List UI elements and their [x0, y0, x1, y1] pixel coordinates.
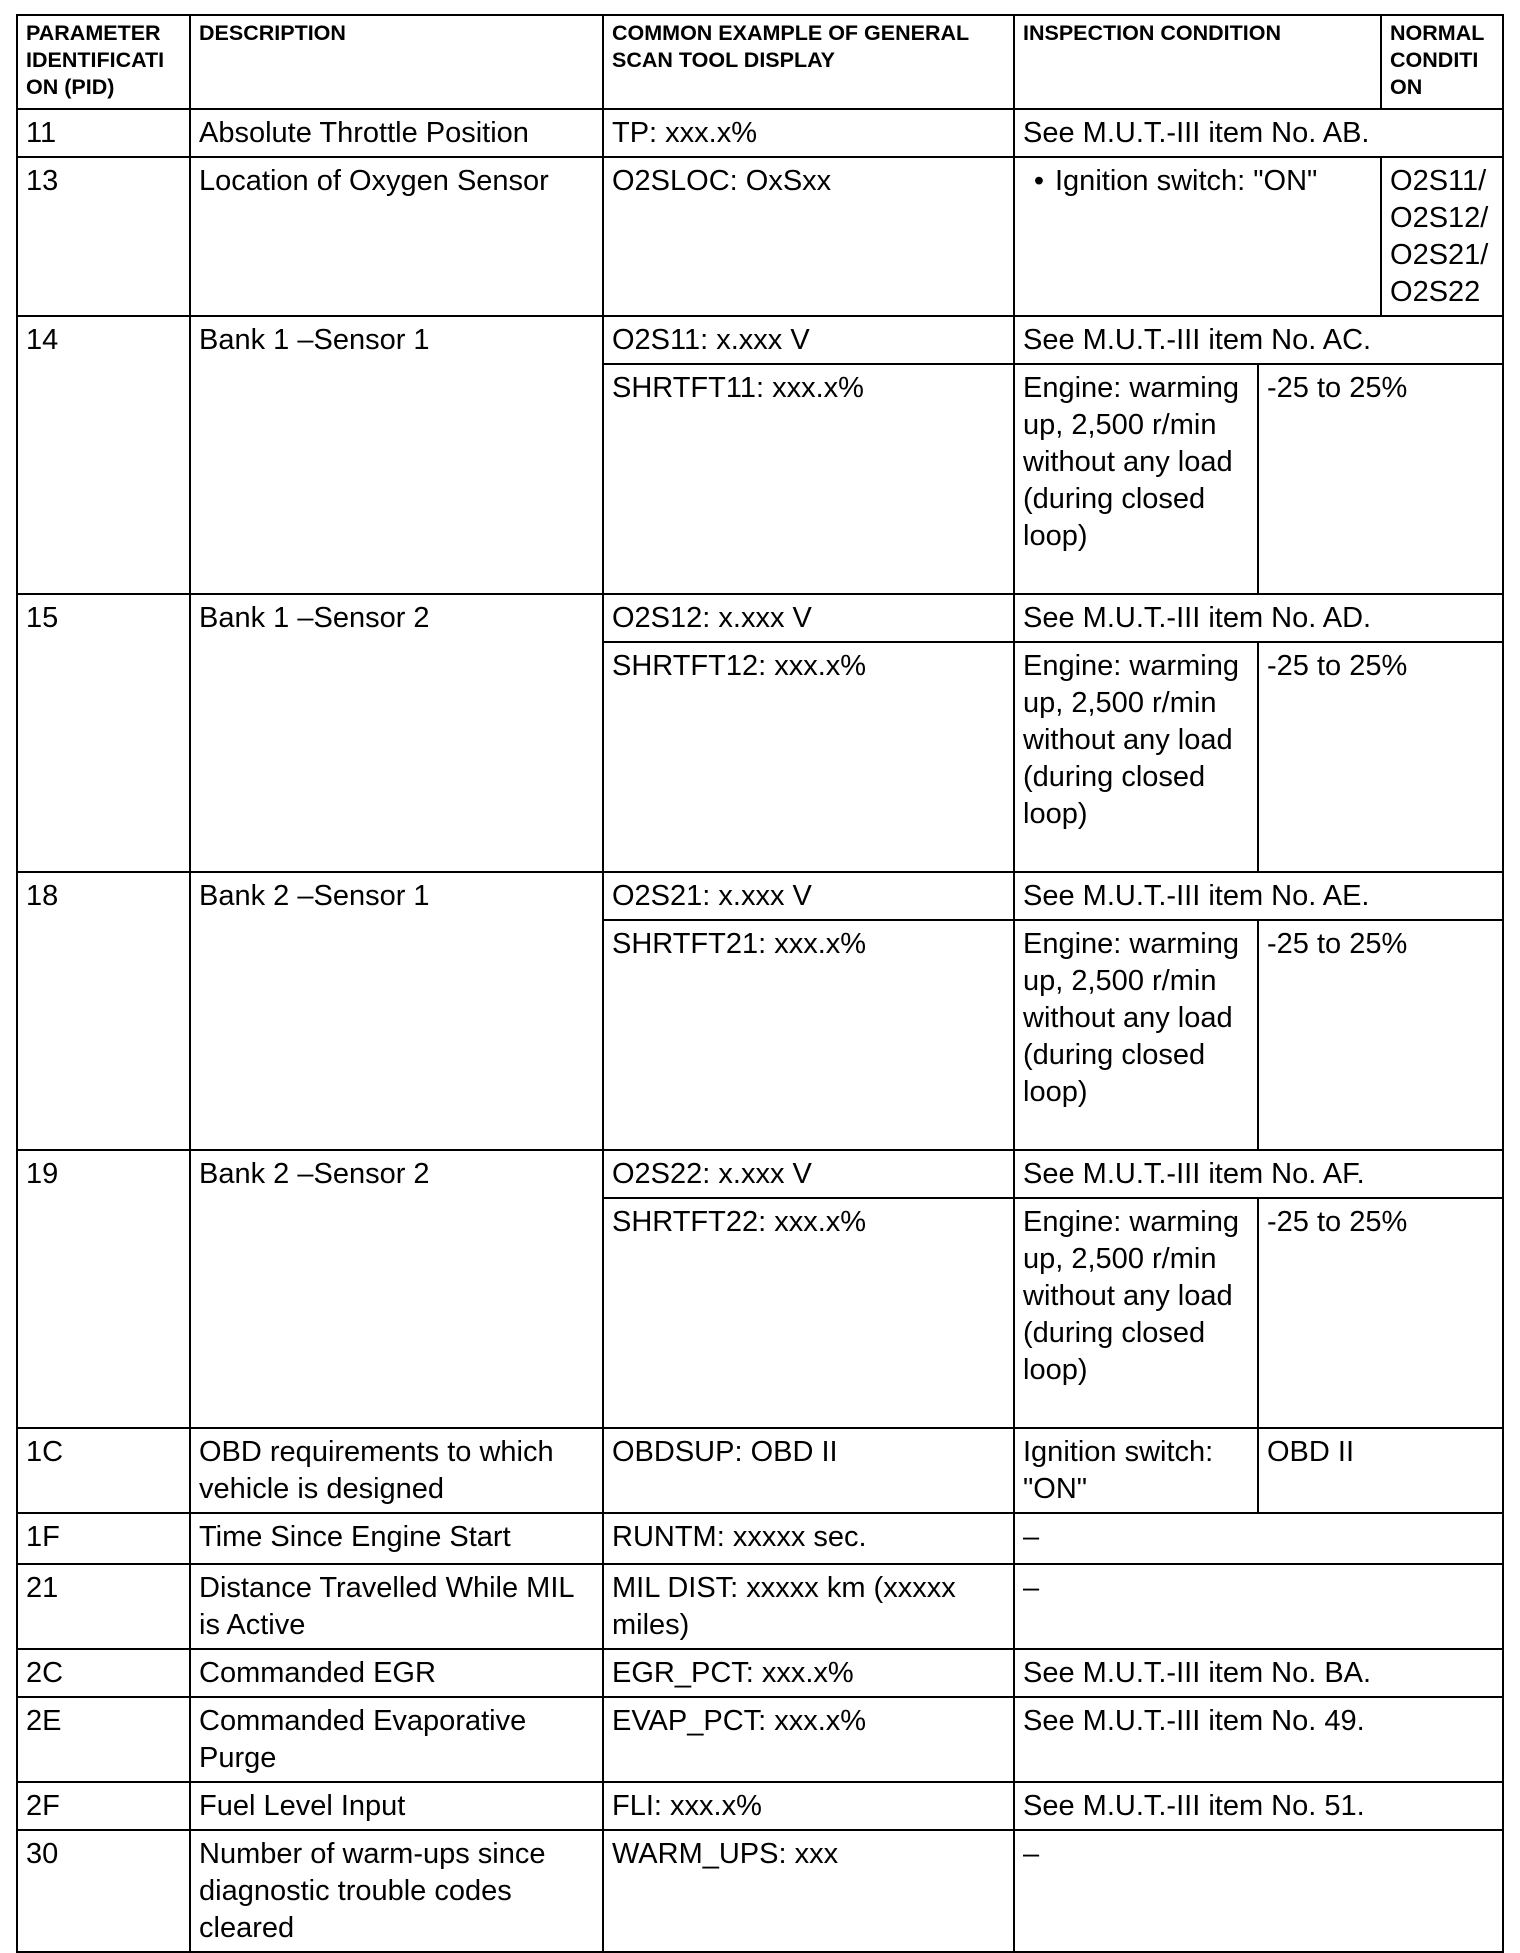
inspection-cell: See M.U.T.-III item No. 51.: [1014, 1782, 1503, 1830]
description-cell: Commanded Evaporative Purge: [190, 1697, 603, 1782]
table-row: [17, 872, 1503, 920]
display-cell: RUNTM: xxxxx sec.: [603, 1513, 1014, 1564]
normal-cell: O2S11/ O2S12/ O2S21/ O2S22: [1381, 157, 1503, 316]
inspection-cell: –: [1014, 1564, 1503, 1649]
display-cell: EVAP_PCT: xxx.x%: [603, 1697, 1014, 1782]
table-row: [17, 1830, 1503, 1952]
inspection-cell: See M.U.T.-III item No. AE.: [1014, 872, 1503, 920]
table-row: [17, 1428, 1503, 1513]
inspection-cell: Engine: warming up, 2,500 r/min without any load (during closed loop): [1014, 920, 1258, 1150]
table-row: [17, 1564, 1503, 1649]
inspection-cell: [1014, 157, 1381, 316]
normal-cell: -25 to 25%: [1258, 920, 1503, 1150]
display-cell: O2S21: x.xxx V: [603, 872, 1014, 920]
display-cell: SHRTFT12: xxx.x%: [603, 642, 1014, 872]
description-cell: Time Since Engine Start: [190, 1513, 603, 1564]
table-row: [17, 1513, 1503, 1564]
inspection-cell: See M.U.T.-III item No. AD.: [1014, 594, 1503, 642]
inspection-cell: –: [1014, 1513, 1503, 1564]
display-cell: SHRTFT22: xxx.x%: [603, 1198, 1014, 1428]
table-row: [17, 594, 1503, 642]
display-cell: SHRTFT11: xxx.x%: [603, 364, 1014, 594]
normal-cell: -25 to 25%: [1258, 642, 1503, 872]
description-cell: Bank 1 –Sensor 2: [190, 594, 603, 872]
table-row: [17, 1649, 1503, 1697]
display-cell: TP: xxx.x%: [603, 109, 1014, 157]
display-cell: SHRTFT21: xxx.x%: [603, 920, 1014, 1150]
table-row: [17, 1782, 1503, 1830]
description-cell: Fuel Level Input: [190, 1782, 603, 1830]
description-cell: Location of Oxygen Sensor: [190, 157, 603, 316]
description-cell: Distance Travelled While MIL is Active: [190, 1564, 603, 1649]
display-cell: O2S11: x.xxx V: [603, 316, 1014, 364]
table-row: [17, 1150, 1503, 1198]
header-pid: PARAMETER IDENTIFICATI ON (PID): [17, 15, 190, 109]
display-cell: EGR_PCT: xxx.x%: [603, 1649, 1014, 1697]
pid-cell: 13: [17, 157, 190, 316]
display-cell: OBDSUP: OBD II: [603, 1428, 1014, 1513]
inspection-text: Ignition switch: "ON": [1055, 165, 1318, 197]
inspection-cell: Engine: warming up, 2,500 r/min without any load (during closed loop): [1014, 364, 1258, 594]
description-cell: Commanded EGR: [190, 1649, 603, 1697]
normal-cell: -25 to 25%: [1258, 1198, 1503, 1428]
pid-cell: 2E: [17, 1697, 190, 1782]
display-cell: MIL DIST: xxxxx km (xxxxx miles): [603, 1564, 1014, 1649]
display-cell: FLI: xxx.x%: [603, 1782, 1014, 1830]
inspection-cell: See M.U.T.-III item No. AF.: [1014, 1150, 1503, 1198]
header-normal: NORMAL CONDITI ON: [1381, 15, 1503, 109]
display-cell: O2S12: x.xxx V: [603, 594, 1014, 642]
description-cell: Bank 2 –Sensor 1: [190, 872, 603, 1150]
inspection-cell: Engine: warming up, 2,500 r/min without any load (during closed loop): [1014, 642, 1258, 872]
header-display: COMMON EXAMPLE OF GENERAL SCAN TOOL DISPLAY: [603, 15, 1014, 109]
inspection-cell: See M.U.T.-III item No. AB.: [1014, 109, 1503, 157]
display-cell: O2SLOC: OxSxx: [603, 157, 1014, 316]
pid-cell: 1C: [17, 1428, 190, 1513]
bullet-icon: •: [1033, 165, 1045, 197]
inspection-cell: Engine: warming up, 2,500 r/min without any load (during closed loop): [1014, 1198, 1258, 1428]
pid-cell: 19: [17, 1150, 190, 1428]
pid-cell: 11: [17, 109, 190, 157]
pid-cell: 14: [17, 316, 190, 594]
table-row: [17, 316, 1503, 364]
inspection-cell: –: [1014, 1830, 1503, 1952]
pid-cell: 1F: [17, 1513, 190, 1564]
pid-cell: 21: [17, 1564, 190, 1649]
table-row: [17, 1697, 1503, 1782]
description-cell: Absolute Throttle Position: [190, 109, 603, 157]
description-cell: OBD requirements to which vehicle is designed: [190, 1428, 603, 1513]
inspection-cell: See M.U.T.-III item No. BA.: [1014, 1649, 1503, 1697]
normal-cell: OBD II: [1258, 1428, 1503, 1513]
inspection-cell: Ignition switch: "ON": [1014, 1428, 1258, 1513]
inspection-cell: See M.U.T.-III item No. AC.: [1014, 316, 1503, 364]
display-cell: O2S22: x.xxx V: [603, 1150, 1014, 1198]
description-cell: Bank 2 –Sensor 2: [190, 1150, 603, 1428]
header-description: DESCRIPTION: [190, 15, 603, 109]
table-row: [17, 157, 1503, 316]
description-cell: Number of warm-ups since diagnostic trouble codes cleared: [190, 1830, 603, 1952]
pid-cell: 18: [17, 872, 190, 1150]
pid-cell: 2F: [17, 1782, 190, 1830]
inspection-cell: See M.U.T.-III item No. 49.: [1014, 1697, 1503, 1782]
header-inspection: INSPECTION CONDITION: [1014, 15, 1381, 109]
description-cell: Bank 1 –Sensor 1: [190, 316, 603, 594]
normal-cell: -25 to 25%: [1258, 364, 1503, 594]
pid-cell: 30: [17, 1830, 190, 1952]
display-cell: WARM_UPS: xxx: [603, 1830, 1014, 1952]
table-row: [17, 109, 1503, 157]
pid-cell: 2C: [17, 1649, 190, 1697]
header-row: [17, 15, 1503, 109]
pid-cell: 15: [17, 594, 190, 872]
pid-table: [16, 14, 1504, 1953]
